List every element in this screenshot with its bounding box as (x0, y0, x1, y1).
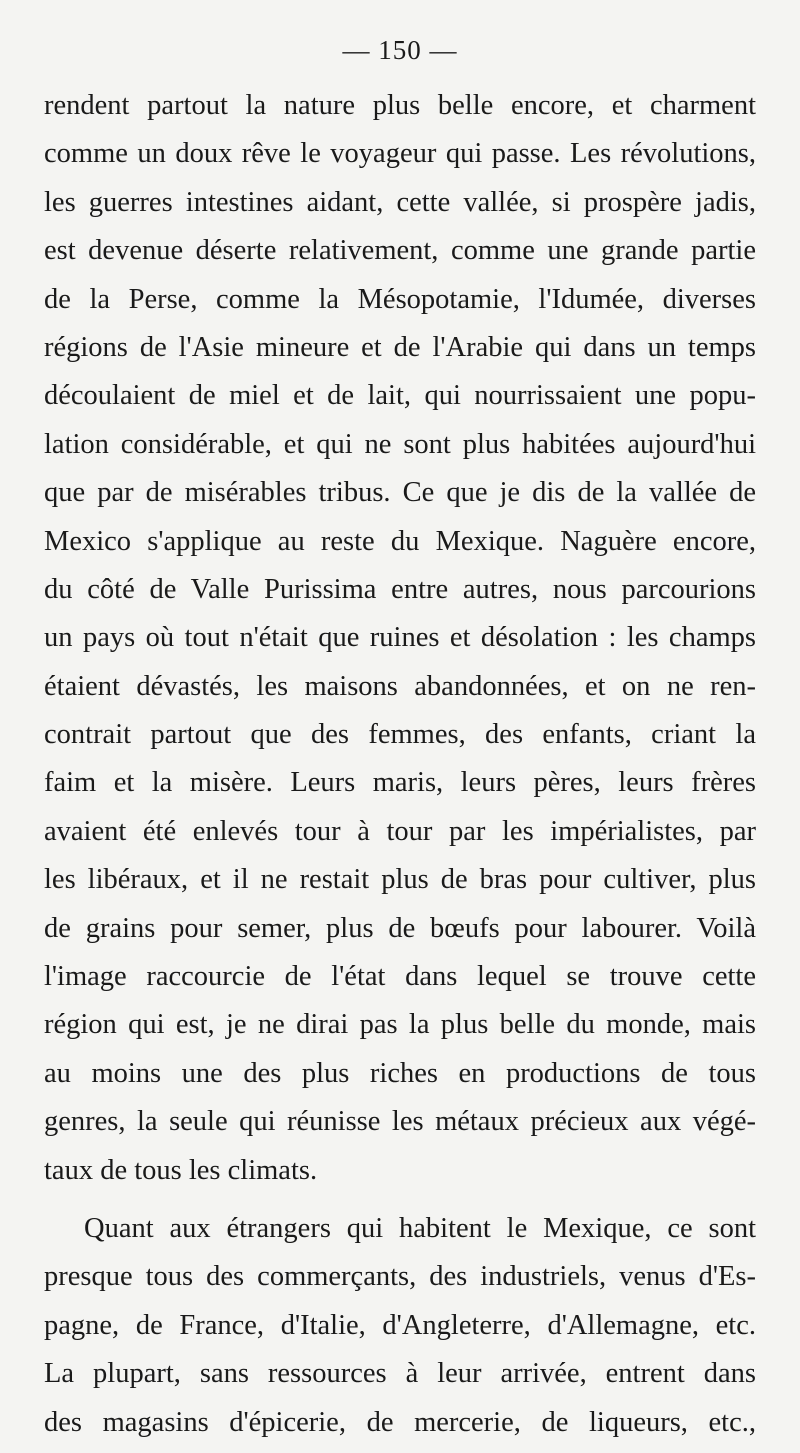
paragraph (44, 82, 756, 1195)
text-line: est devenue déserte relativement, comme une grande partie (44, 235, 756, 267)
paragraph-gap (44, 1195, 756, 1205)
text-line: pagne, de France, d'Italie, d'Angleterre, d'Allemagne, etc. (44, 1309, 756, 1341)
text-line: avaient été enlevés tour à tour par les impérialistes, par (44, 815, 756, 847)
text-line: de la Perse, comme la Mésopotamie, l'Idumée, diverses (44, 283, 756, 315)
text-line: que par de misérables tribus. Ce que je dis de la vallée de (44, 477, 756, 509)
text-line: un pays où tout n'était que ruines et désolation : les champs (44, 622, 756, 654)
text-line: région qui est, je ne dirai pas la plus belle du monde, mais (44, 1009, 756, 1041)
text-line: du côté de Valle Purissima entre autres, nous parcourions (44, 573, 756, 605)
text-line: taux de tous les climats. (44, 1154, 318, 1186)
text-line: rendent partout la nature plus belle encore, et charment (44, 90, 756, 121)
page-number: — 150 — (342, 35, 458, 65)
text-line: Mexico s'applique au reste du Mexique. Naguère encore, (44, 525, 756, 557)
paragraph (44, 1205, 756, 1447)
text-line: de grains pour semer, plus de bœufs pour labourer. Voilà (44, 912, 756, 944)
text-line: faim et la misère. Leurs maris, leurs pères, leurs frères (44, 767, 756, 799)
text-line: contrait partout que des femmes, des enfants, criant la (44, 719, 756, 751)
text-line: Quant aux étrangers qui habitent le Mexique, ce sont (84, 1212, 756, 1244)
text-line: au moins une des plus riches en productions de tous (44, 1057, 756, 1089)
text-line: les guerres intestines aidant, cette vallée, si prospère jadis, (44, 186, 756, 218)
text-line: l'image raccourcie de l'état dans lequel se trouve cette (44, 961, 756, 993)
text-line: La plupart, sans ressources à leur arrivée, entrent dans (44, 1358, 756, 1390)
text-line: presque tous des commerçants, des industriels, venus d'Es- (44, 1261, 756, 1293)
body-text (44, 82, 756, 1447)
text-line: découlaient de miel et de lait, qui nourrissaient une popu- (44, 380, 756, 412)
text-line: des magasins d'épicerie, de mercerie, de liqueurs, etc., (44, 1406, 756, 1438)
text-line: comme un doux rêve le voyageur qui passe. Les révolutions, (44, 138, 756, 170)
text-line: genres, la seule qui réunisse les métaux précieux aux végé- (44, 1106, 756, 1138)
text-line: régions de l'Asie mineure et de l'Arabie qui dans un temps (44, 331, 756, 363)
text-line: lation considérable, et qui ne sont plus habitées aujourd'hui (44, 428, 756, 460)
text-line: les libéraux, et il ne restait plus de bras pour cultiver, plus (44, 864, 756, 896)
text-line: étaient dévastés, les maisons abandonnées, et on ne ren- (44, 670, 756, 702)
